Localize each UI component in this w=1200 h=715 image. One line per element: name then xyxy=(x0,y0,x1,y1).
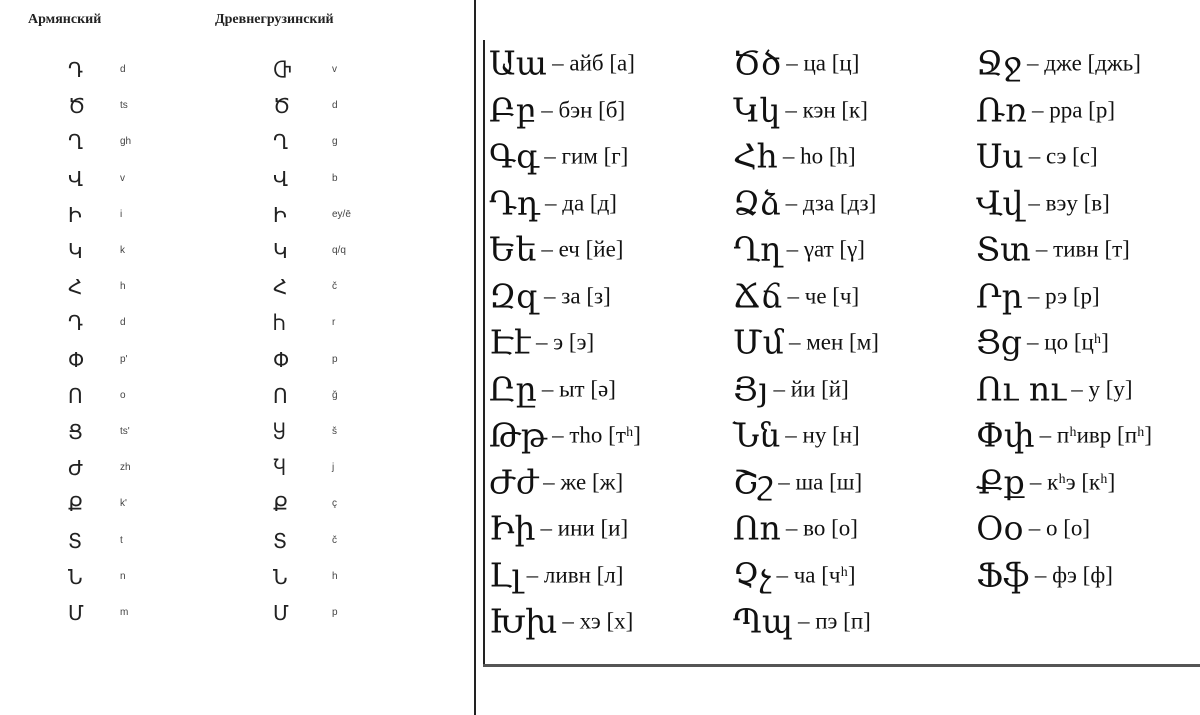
georgian-glyph: Հ xyxy=(273,275,288,300)
letter-name-sound: – да [д] xyxy=(545,189,617,215)
georgian-glyph: Ի xyxy=(273,202,287,227)
georgian-transliteration: č xyxy=(332,281,337,293)
letter-name-sound: – ца [ц] xyxy=(786,50,860,76)
letter-name-sound: – дже [джь] xyxy=(1027,50,1141,76)
armenian-transliteration: m xyxy=(120,607,129,618)
georgian-glyph: Տ xyxy=(273,528,288,553)
alphabet-column-2 xyxy=(733,40,879,645)
letter-name-sound: – хэ [х] xyxy=(562,608,634,634)
armenian-transliteration: h xyxy=(120,281,126,293)
georgian-transliteration: ç xyxy=(332,498,337,510)
letter-pair: Սս xyxy=(976,136,1024,176)
comparison-row xyxy=(0,529,470,565)
letter-pair: Ոո xyxy=(733,508,781,548)
letter-pair: Ցց xyxy=(976,322,1022,362)
alphabet-entry xyxy=(976,459,1152,506)
alphabet-entry xyxy=(976,505,1152,552)
letter-pair: Տտ xyxy=(976,229,1031,269)
letter-name-sound: – ho [h] xyxy=(782,143,856,169)
georgian-glyph: Ն xyxy=(273,564,288,589)
letter-pair: Ժժ xyxy=(489,461,539,501)
letter-pair: Հհ xyxy=(733,136,778,176)
alphabet-entry xyxy=(976,273,1152,320)
armenian-alphabet-panel xyxy=(483,40,1200,666)
comparison-row xyxy=(0,167,470,203)
letter-pair: Ղղ xyxy=(733,229,782,269)
letter-name-sound: – кэн [к] xyxy=(785,96,868,122)
comparison-row xyxy=(0,601,470,637)
armenian-glyph: Ք xyxy=(68,492,84,517)
letter-name-sound: – еч [йе] xyxy=(541,236,624,262)
georgian-transliteration: ğ xyxy=(332,389,338,401)
letter-name-sound: – о [о] xyxy=(1028,515,1091,541)
letter-pair: Զզ xyxy=(489,275,539,315)
georgian-transliteration: č xyxy=(332,534,337,546)
letter-pair: Շշ xyxy=(733,461,774,501)
comparison-row xyxy=(0,565,470,601)
georgian-glyph: Կ xyxy=(273,239,288,263)
letter-name-sound: – мен [м] xyxy=(788,329,879,355)
alphabet-entry xyxy=(733,226,879,273)
comparison-row xyxy=(0,239,470,275)
alphabet-entry xyxy=(733,319,879,366)
alphabet-entry xyxy=(976,552,1152,599)
georgian-transliteration: p xyxy=(332,607,338,618)
armenian-transliteration: n xyxy=(120,570,126,582)
alphabet-entry xyxy=(489,459,641,506)
letter-pair: Ձձ xyxy=(733,182,781,222)
armenian-transliteration: d xyxy=(120,64,126,75)
armenian-glyph: Ո xyxy=(68,383,83,408)
letter-pair: Ջջ xyxy=(976,43,1022,83)
alphabet-entry xyxy=(733,87,879,134)
letter-name-sound: – дза [дз] xyxy=(785,189,877,215)
letter-pair: Թթ xyxy=(489,415,548,455)
letter-pair: Գգ xyxy=(489,136,540,176)
armenian-glyph: Ն xyxy=(68,564,83,589)
alphabet-entry xyxy=(489,598,641,645)
letter-name-sound: – γат [γ] xyxy=(786,236,865,262)
comparison-row xyxy=(0,130,470,166)
letter-name-sound: – же [ж] xyxy=(543,468,624,494)
letter-name-sound: – гим [г] xyxy=(544,143,629,169)
panel-border-bottom xyxy=(483,664,1200,667)
letter-name-sound: – рэ [р] xyxy=(1027,282,1100,308)
alphabet-entry xyxy=(976,412,1152,459)
alphabet-entry xyxy=(733,552,879,599)
letter-pair: Ճճ xyxy=(733,275,783,315)
georgian-glyph: Մ xyxy=(273,601,289,625)
letter-pair: Ծծ xyxy=(733,43,782,83)
comparison-row xyxy=(0,348,470,384)
alphabet-entry xyxy=(489,552,641,599)
armenian-glyph: Ծ xyxy=(68,94,86,119)
armenian-glyph: Ղ xyxy=(68,130,84,155)
letter-name-sound: – ча [чʰ] xyxy=(776,561,856,587)
alphabet-entry xyxy=(733,40,879,87)
armenian-transliteration: v xyxy=(120,172,125,184)
alphabet-entry xyxy=(733,273,879,320)
georgian-glyph: Ⴙ xyxy=(273,311,286,336)
georgian-transliteration: ey/ē xyxy=(332,208,351,220)
comparison-row xyxy=(0,58,470,94)
letter-pair: Պպ xyxy=(733,601,793,641)
comparison-row xyxy=(0,384,470,420)
armenian-glyph: Դ xyxy=(68,58,84,82)
armenian-transliteration: k xyxy=(120,245,125,256)
letter-name-sound: – че [ч] xyxy=(787,282,860,308)
armenian-transliteration: gh xyxy=(120,136,132,148)
letter-name-sound: – ша [ш] xyxy=(778,468,863,494)
alphabet-entry xyxy=(489,505,641,552)
alphabet-entry xyxy=(489,133,641,180)
armenian-transliteration: zh xyxy=(120,462,131,474)
letter-pair: Խխ xyxy=(489,601,558,641)
letter-name-sound: – пʰивр [пʰ] xyxy=(1039,422,1153,448)
alphabet-entry xyxy=(976,40,1152,87)
alphabet-entry xyxy=(976,180,1152,227)
letter-name-sound: – бэн [б] xyxy=(541,96,626,122)
letter-name-sound: – во [о] xyxy=(785,515,858,541)
armenian-glyph: Դ xyxy=(68,311,84,336)
armenian-transliteration: o xyxy=(120,389,126,401)
alphabet-entry xyxy=(733,598,879,645)
letter-pair: Իի xyxy=(489,508,536,548)
armenian-glyph: Վ xyxy=(68,166,84,191)
alphabet-entry xyxy=(976,133,1152,180)
letter-pair: Ու ու xyxy=(976,368,1067,408)
armenian-transliteration: ts xyxy=(120,100,128,112)
alphabet-entry xyxy=(489,366,641,413)
georgian-glyph: Ծ xyxy=(273,94,291,119)
georgian-glyph: Փ xyxy=(273,347,290,372)
letter-pair: Օօ xyxy=(976,508,1024,548)
letter-name-sound: – кʰэ [кʰ] xyxy=(1029,468,1116,494)
letter-name-sound: – пэ [п] xyxy=(798,608,871,634)
letter-name-sound: – айб [а] xyxy=(552,50,635,76)
alphabet-entry xyxy=(489,87,641,134)
armenian-column-title: Армянский xyxy=(28,12,102,27)
georgian-glyph: Ⴇ xyxy=(273,58,292,82)
letter-name-sound: – фэ [ф] xyxy=(1034,561,1113,587)
georgian-transliteration: h xyxy=(332,570,338,582)
letter-name-sound: – цо [цʰ] xyxy=(1027,329,1109,355)
georgian-transliteration: b xyxy=(332,172,338,184)
letter-name-sound: – э [э] xyxy=(536,329,595,355)
georgian-glyph: Ⴘ xyxy=(273,420,286,444)
letter-pair: Փփ xyxy=(976,415,1035,455)
letter-pair: Չչ xyxy=(733,554,772,594)
armenian-glyph: Ց xyxy=(68,420,83,444)
letter-name-sound: – ыт [ə] xyxy=(541,375,616,401)
alphabet-entry xyxy=(489,226,641,273)
alphabet-entry xyxy=(733,366,879,413)
georgian-transliteration: p xyxy=(332,353,338,365)
letter-name-sound: – сэ [с] xyxy=(1028,143,1098,169)
georgian-transliteration: v xyxy=(332,64,337,75)
letter-name-sound: – рра [р] xyxy=(1031,96,1115,122)
letter-name-sound: – у [у] xyxy=(1071,375,1133,401)
letter-name-sound: – тивн [т] xyxy=(1035,236,1130,262)
armenian-glyph: Ի xyxy=(68,202,82,227)
georgian-glyph: Ղ xyxy=(273,130,289,155)
georgian-glyph: Վ xyxy=(273,166,289,191)
letter-pair: Ըը xyxy=(489,368,537,408)
alphabet-column-3 xyxy=(976,40,1152,598)
alphabet-entry xyxy=(733,505,879,552)
letter-pair: Վվ xyxy=(976,182,1024,222)
letter-pair: Ռռ xyxy=(976,89,1027,129)
letter-pair: Դդ xyxy=(489,182,540,222)
letter-pair: Էէ xyxy=(489,322,531,362)
old-georgian-column-title: Древнегрузинский xyxy=(215,12,334,27)
alphabet-entry xyxy=(976,366,1152,413)
letter-name-sound: – ини [и] xyxy=(540,515,629,541)
comparison-row xyxy=(0,203,470,239)
comparison-row xyxy=(0,420,470,456)
comparison-row xyxy=(0,492,470,528)
alphabet-entry xyxy=(489,412,641,459)
panel-border-left xyxy=(483,40,485,666)
georgian-glyph: Ⴏ xyxy=(273,456,286,481)
armenian-transliteration: p' xyxy=(120,353,128,365)
alphabet-entry xyxy=(489,273,641,320)
letter-pair: Եե xyxy=(489,229,537,269)
alphabet-entry xyxy=(489,319,641,366)
letter-pair: Րր xyxy=(976,275,1023,315)
letter-pair: Մմ xyxy=(733,322,784,362)
georgian-transliteration: q/q xyxy=(332,245,346,256)
letter-name-sound: – вэу [в] xyxy=(1028,189,1110,215)
alphabet-entry xyxy=(733,459,879,506)
alphabet-entry xyxy=(489,180,641,227)
armenian-glyph: Հ xyxy=(68,275,83,300)
alphabet-entry xyxy=(733,180,879,227)
comparison-row xyxy=(0,311,470,347)
alphabet-entry xyxy=(976,226,1152,273)
letter-name-sound: – ну [н] xyxy=(785,422,860,448)
letter-pair: Նն xyxy=(733,415,781,455)
alphabet-entry xyxy=(976,319,1152,366)
armenian-transliteration: k' xyxy=(120,498,127,510)
georgian-transliteration: g xyxy=(332,136,338,148)
armenian-transliteration: i xyxy=(120,208,123,220)
letter-pair: Քք xyxy=(976,461,1025,501)
alphabet-column-1 xyxy=(489,40,641,645)
armenian-glyph: Ժ xyxy=(68,456,84,481)
armenian-transliteration: ts' xyxy=(120,426,130,437)
letter-name-sound: – ливн [л] xyxy=(526,561,624,587)
armenian-glyph: Տ xyxy=(68,528,83,553)
comparison-table xyxy=(0,0,470,715)
column-separator xyxy=(474,0,476,715)
letter-pair: Յյ xyxy=(733,368,769,408)
georgian-transliteration: š xyxy=(332,426,337,437)
letter-pair: Ֆֆ xyxy=(976,554,1030,594)
letter-pair: Աա xyxy=(489,43,548,83)
letter-name-sound: – йи [й] xyxy=(773,375,849,401)
georgian-transliteration: r xyxy=(332,317,336,329)
comparison-row xyxy=(0,275,470,311)
armenian-transliteration: d xyxy=(120,317,126,329)
letter-name-sound: – тhо [тʰ] xyxy=(552,422,641,448)
armenian-transliteration: t xyxy=(120,534,123,546)
armenian-glyph: Մ xyxy=(68,601,84,625)
comparison-row xyxy=(0,94,470,130)
georgian-glyph: Ք xyxy=(273,492,289,517)
alphabet-entry xyxy=(489,40,641,87)
georgian-glyph: Ո xyxy=(273,383,288,408)
armenian-glyph: Կ xyxy=(68,239,83,263)
alphabet-entry xyxy=(733,133,879,180)
alphabet-entry xyxy=(976,87,1152,134)
letter-pair: Լլ xyxy=(489,554,522,594)
georgian-transliteration: j xyxy=(332,462,335,474)
letter-pair: Բբ xyxy=(489,89,537,129)
alphabet-entry xyxy=(733,412,879,459)
letter-name-sound: – за [з] xyxy=(544,282,611,308)
comparison-row xyxy=(0,456,470,492)
georgian-transliteration: d xyxy=(332,100,338,112)
letter-pair: Կկ xyxy=(733,89,781,129)
armenian-glyph: Փ xyxy=(68,347,85,372)
